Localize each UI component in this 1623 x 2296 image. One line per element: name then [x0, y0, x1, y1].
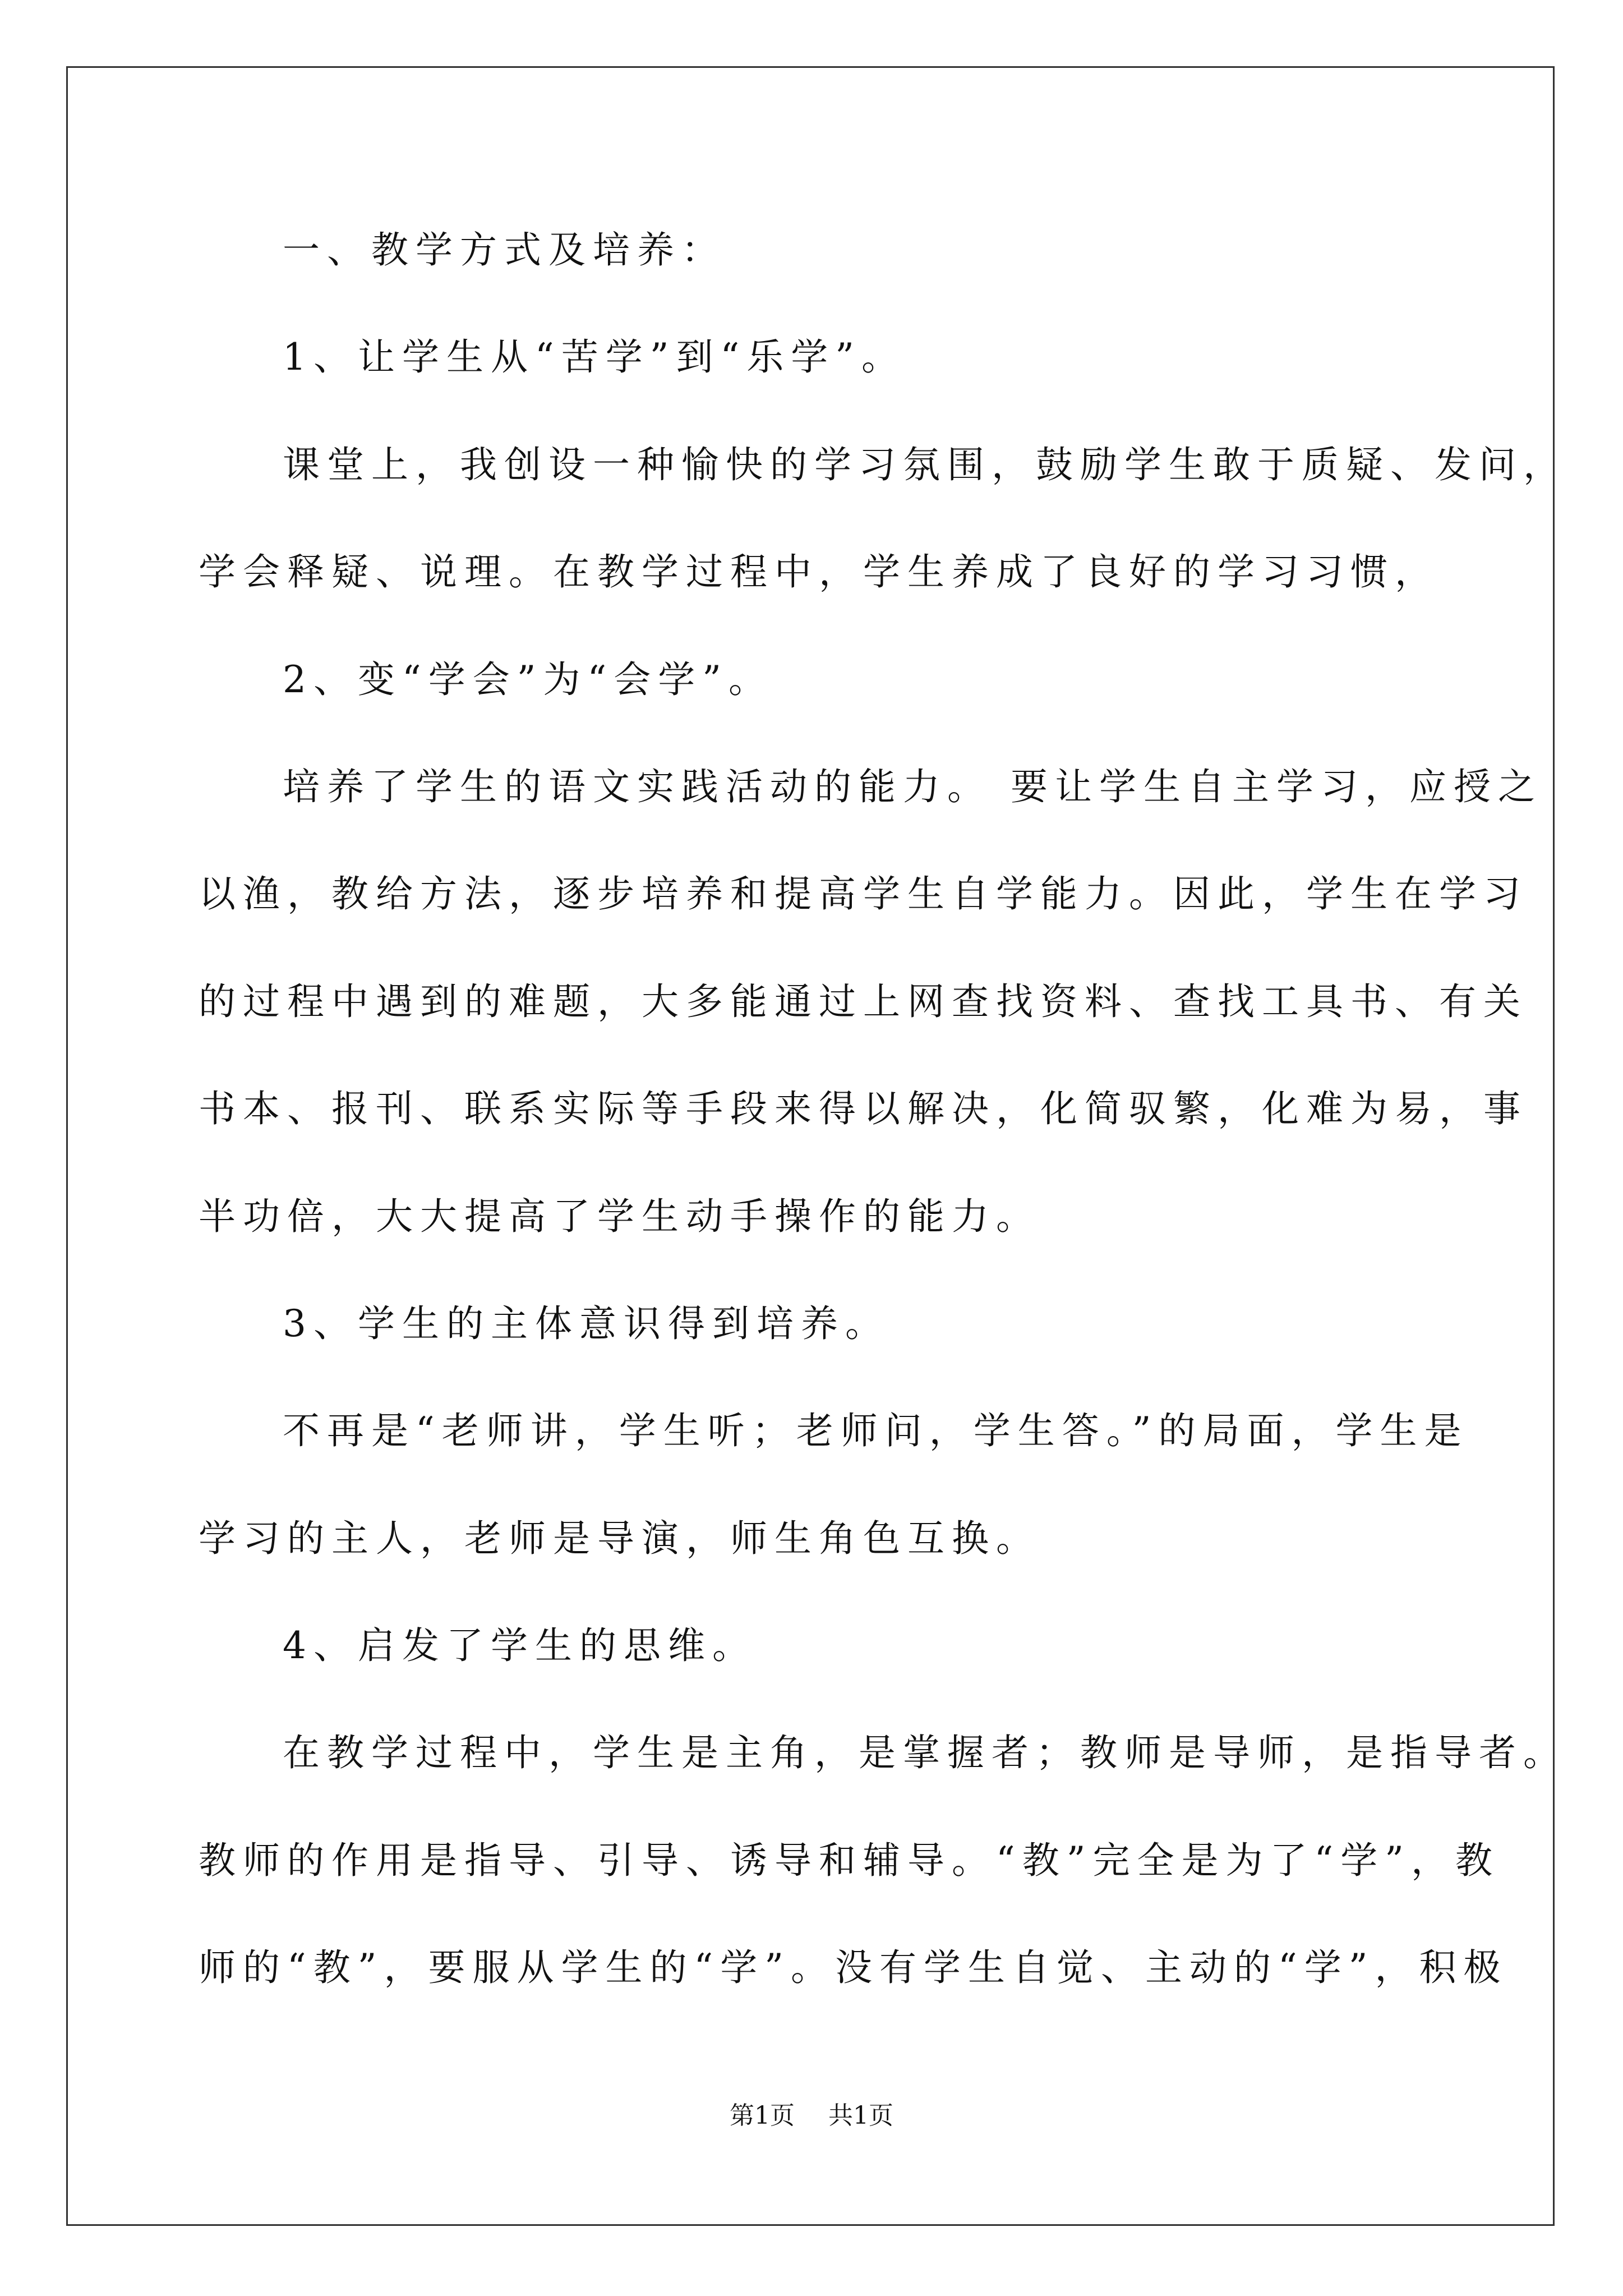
paragraph-line: 1、让学生从“苦学”到“乐学”。 — [283, 335, 906, 379]
page-number: 第1页 — [730, 2101, 795, 2130]
paragraph-line: 书本、报刊、联系实际等手段来得以解决，化简驭繁，化难为易，事 — [199, 1087, 1528, 1131]
paragraph-line: 师的“教”，要服从学生的“学”。没有学生自觉、主动的“学”，积极 — [199, 1946, 1508, 1990]
paragraph-line: 的过程中遇到的难题，大多能通过上网查找资料、查找工具书、有关 — [199, 979, 1528, 1023]
paragraph-line: 在教学过程中，学生是主角，是掌握者；教师是导师，是指导者。 — [283, 1731, 1567, 1775]
paragraph-line: 4、启发了学生的思维。 — [283, 1624, 757, 1668]
paragraph-line: 以渔，教给方法，逐步培养和提高学生自学能力。因此，学生在学习 — [199, 872, 1528, 916]
paragraph-line: 不再是“老师讲，学生听；老师问，学生答。”的局面，学生是 — [283, 1409, 1469, 1453]
paragraph-line: 培养了学生的语文实践活动的能力。 要让学生自主学习，应授之 — [283, 765, 1542, 808]
paragraph-line: 教师的作用是指导、引导、诱导和辅导。“教”完全是为了“学”，教 — [199, 1838, 1500, 1882]
paragraph-line: 半功倍，大大提高了学生动手操作的能力。 — [199, 1194, 1040, 1238]
page-footer — [0, 2095, 1623, 2131]
page-total: 共1页 — [828, 2101, 893, 2130]
paragraph-line: 3、学生的主体意识得到培养。 — [283, 1301, 889, 1345]
document-body — [199, 196, 1567, 2022]
paragraph-line: 一、教学方式及培养： — [283, 228, 726, 272]
paragraph-line: 学会释疑、说理。在教学过程中，学生养成了良好的学习习惯， — [199, 550, 1439, 594]
paragraph-line: 课堂上，我创设一种愉快的学习氛围，鼓励学生敢于质疑、发问， — [283, 443, 1567, 486]
paragraph-line: 2、变“学会”为“会学”。 — [283, 657, 773, 701]
paragraph-line: 学习的主人，老师是导演，师生角色互换。 — [199, 1516, 1040, 1560]
